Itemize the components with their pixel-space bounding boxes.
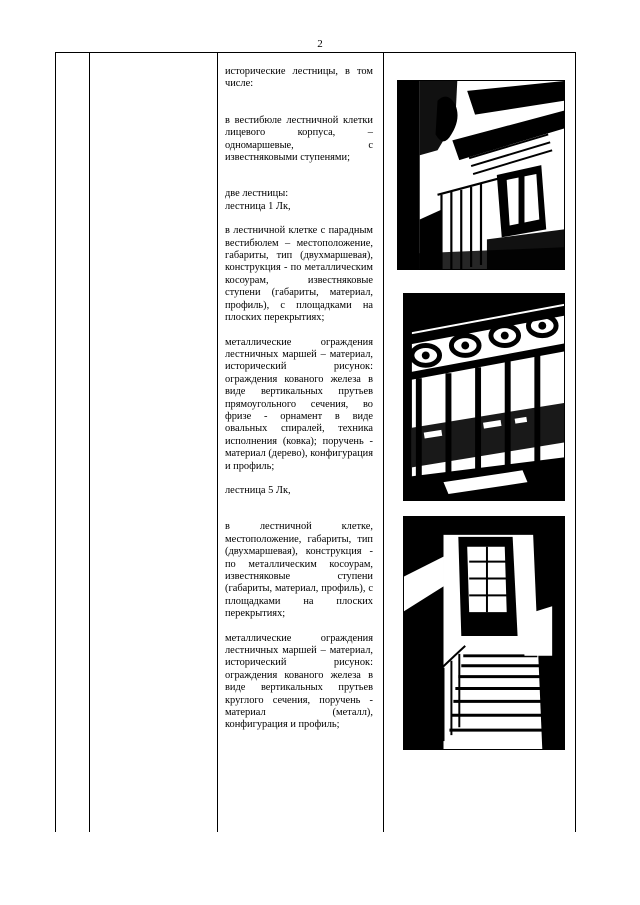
paragraph-stair-5-title: лестница 5 Лк, xyxy=(225,484,291,496)
column-divider xyxy=(383,53,384,832)
paragraph-stair-5-cell: в лестничной клетке, местоположение, габариты, тип (двухмаршевая), конструкция - по металлическим косоурам, известняковые ступени (габариты, материал, профиль), с площадками на плоских перекрытиях; xyxy=(225,521,373,620)
paragraph-stair-1-cell: в лестничной клетке с парадным вестибюлем – местоположение, габариты, тип (двухмаршевая), конструкция - по металлическим косоурам, известняковые ступени (габариты, материал, профиль), с площадками на плоских перекрытиях; xyxy=(225,225,373,324)
photo-staircase-vestibule xyxy=(397,80,565,270)
paragraph-vestibule-stair: в вестибюле лестничной клетки лицевого корпуса, – одномаршевые, с известняковыми ступенями; xyxy=(225,114,373,164)
paragraph-stair-5-railing: металлические ограждения лестничных маршей – материал, исторический рисунок: ограждения кованого железа в виде вертикальных прутьев круглого сечения, поручень - материал (металл), конфигурация и профиль; xyxy=(225,632,373,731)
paragraph-stair-1-railing: металлические ограждения лестничных маршей – материал, исторический рисунок: ограждения кованого железа в виде вертикальных прутьев прямоугольного сечения, во фризе - орнамент в виде овальных спиралей, техника исполнения (ковка); поручень - материал (дерево), конфигурация и профиль; xyxy=(225,336,373,472)
description-column xyxy=(225,66,373,732)
paragraph-historic-stairs: исторические лестницы, в том числе: xyxy=(225,66,373,90)
page-number: 2 xyxy=(317,38,323,50)
paragraph-two-stairs: две лестницы: лестница 1 Лк, xyxy=(225,188,291,212)
column-divider xyxy=(217,53,218,832)
column-divider xyxy=(89,53,90,832)
photo-railing-spiral-frieze xyxy=(403,293,565,501)
photo-staircase-stair-5 xyxy=(403,516,565,750)
